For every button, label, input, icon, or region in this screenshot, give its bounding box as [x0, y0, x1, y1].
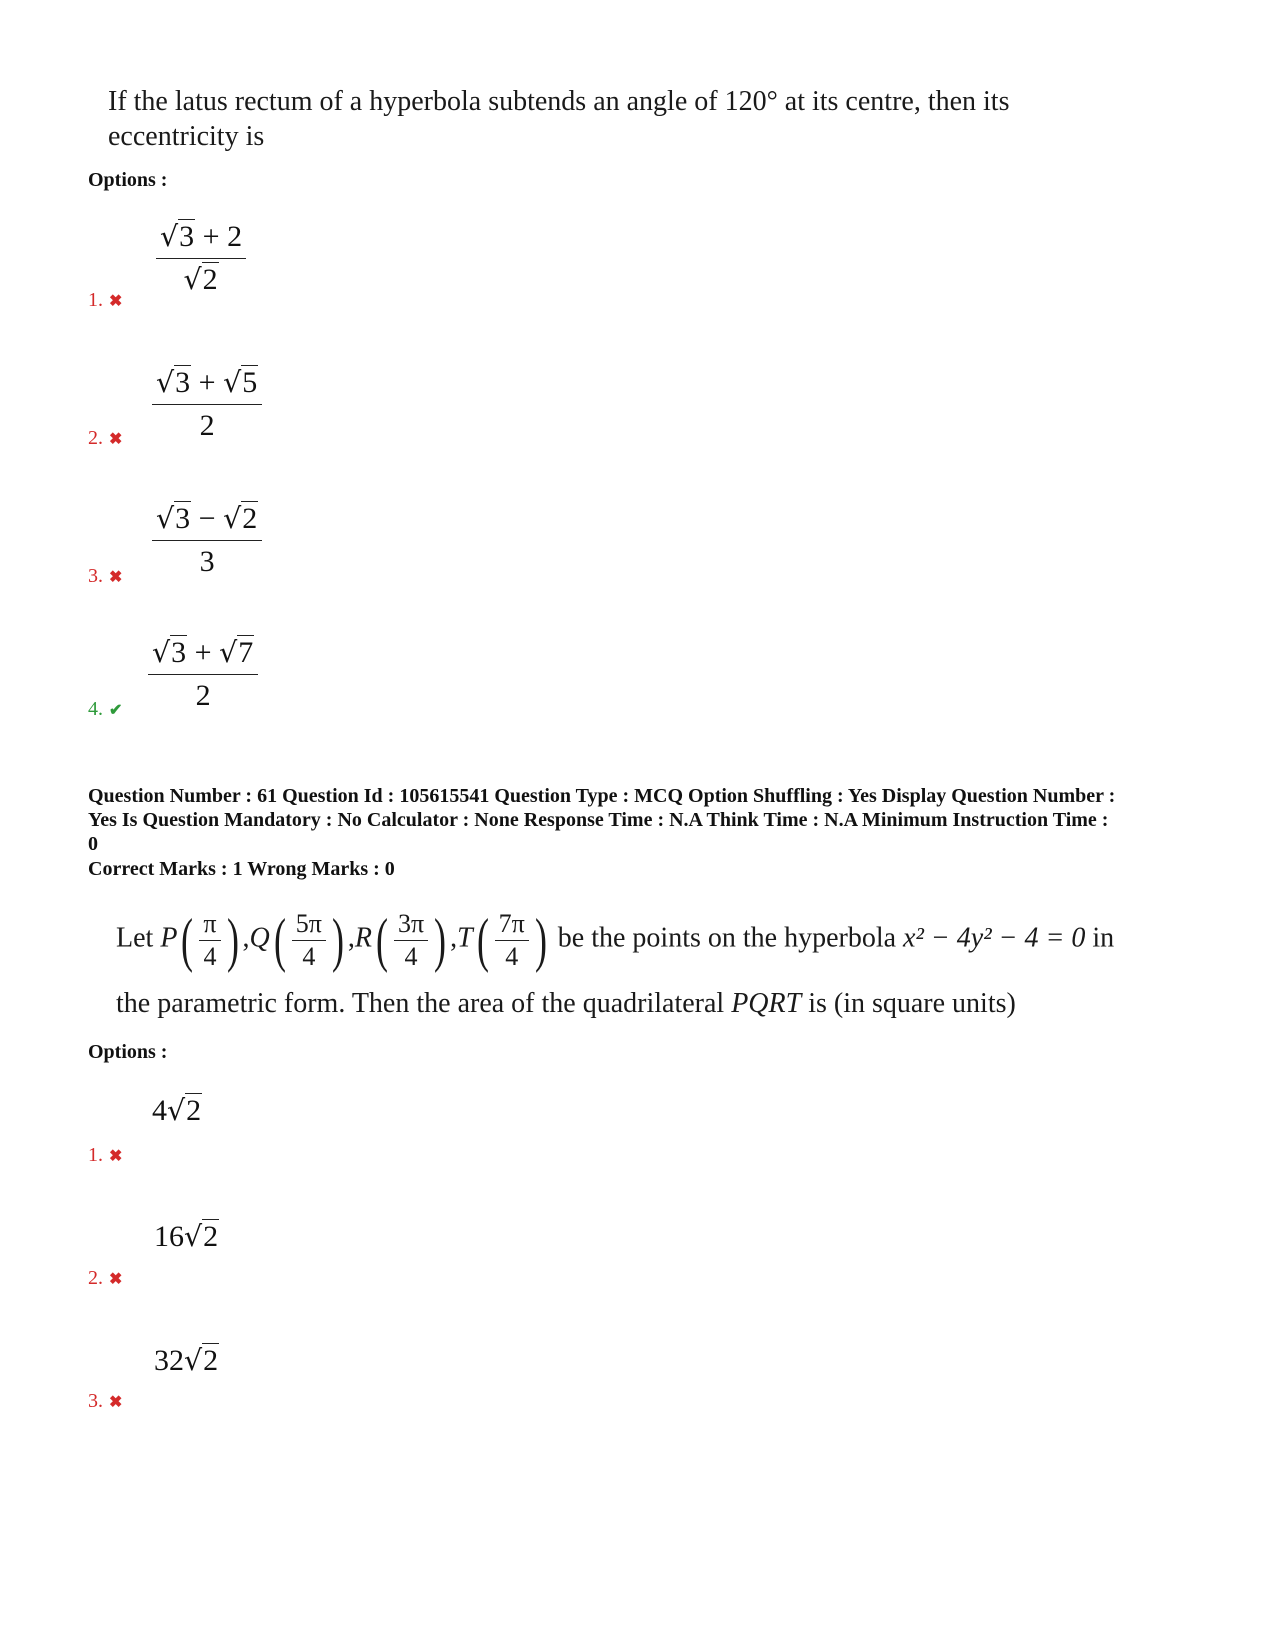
- correct-check-icon: ✔: [109, 702, 123, 719]
- wrong-mark-icon: ✖: [109, 431, 123, 448]
- option-number: 4. ✔: [88, 698, 123, 720]
- option-number: 2. ✖: [88, 427, 123, 449]
- wrong-mark-icon: ✖: [109, 569, 123, 586]
- wrong-mark-icon: ✖: [109, 1271, 123, 1288]
- option-formula: 4√2: [152, 1094, 202, 1127]
- option-number: 1. ✖: [88, 1144, 123, 1166]
- option-number: 3. ✖: [88, 565, 123, 587]
- option-formula: $\frac{√3 + √5}{2}$: [152, 368, 262, 441]
- options-label: Options :: [88, 169, 168, 191]
- option-formula: 16√2: [154, 1220, 219, 1253]
- question-meta: Question Number : 61 Question Id : 105615541 Question Type : MCQ Option Shuffling : Yes Display Question Number : Yes Is Question Mandatory : No Calculator : None Response Time : N.A Think Time : N.A Minimum Instruction Time : 0: [88, 785, 1116, 855]
- question-text-line: the parametric form. Then the area of the quadrilateral PQRT is (in square units): [116, 988, 1016, 1019]
- question-text: Let P( $\frac{\pi}{4}$ ) ,Q( $\frac{5\pi}{4}$ ) ,R( $\frac{3\pi}{4}$ ) ,T( $\frac{7\pi}{4}$ ) be the points on the hyperbola x² − 4y² − 4 = 0 in: [116, 907, 1115, 973]
- option-number: 3. ✖: [88, 1390, 123, 1412]
- option-formula: $\frac{√3 + √7}{2}$: [148, 638, 258, 711]
- wrong-mark-icon: ✖: [109, 1394, 123, 1411]
- options-label: Options :: [88, 1041, 168, 1063]
- option-formula: $\frac{√3 + 2}{√2}$: [156, 222, 246, 295]
- option-number: 2. ✖: [88, 1267, 123, 1289]
- hyperbola-equation: x² − 4y² − 4 = 0: [903, 922, 1086, 954]
- question-marks: Correct Marks : 1 Wrong Marks : 0: [88, 858, 395, 880]
- option-formula: 32√2: [154, 1344, 219, 1377]
- question-text: [108, 84, 1108, 154]
- wrong-mark-icon: ✖: [109, 1148, 123, 1165]
- option-number: 1. ✖: [88, 289, 123, 311]
- question-text-line: eccentricity is: [108, 121, 265, 152]
- option-formula: $\frac{√3 - √2}{3}$: [152, 504, 262, 577]
- question-text-line: If the latus rectum of a hyperbola subtends an angle of 120° at its centre, then its: [108, 86, 1010, 117]
- wrong-mark-icon: ✖: [109, 293, 123, 310]
